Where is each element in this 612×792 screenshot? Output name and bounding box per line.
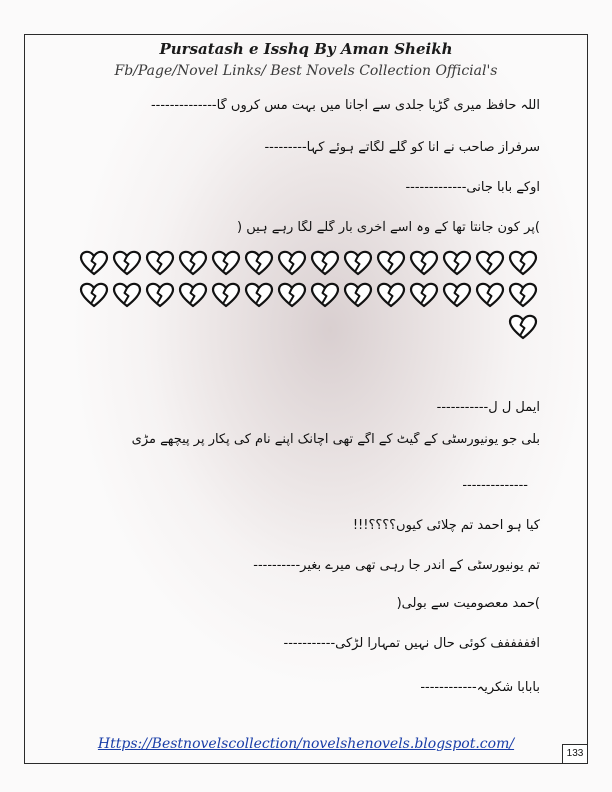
broken-heart-icon bbox=[343, 282, 373, 308]
broken-heart-icon bbox=[112, 282, 142, 308]
broken-heart-icon bbox=[310, 282, 340, 308]
broken-heart-icon bbox=[244, 282, 274, 308]
story-line: اوکے بابا جانی------------- bbox=[405, 180, 540, 195]
broken-heart-icon bbox=[475, 282, 505, 308]
story-line: سرفراز صاحب نے انا کو گلے لگاتے ہوئے کہا--------- bbox=[264, 140, 540, 155]
story-line: بلی جو یونیورسٹی کے گیٹ کے اگے تھی اچانک اپنے نام کی پکار پر پیچھے مڑی bbox=[131, 432, 540, 447]
broken-heart-icon bbox=[211, 250, 241, 276]
broken-heart-icon bbox=[442, 282, 472, 308]
broken-heart-icon bbox=[508, 314, 538, 340]
broken-heart-icon bbox=[178, 282, 208, 308]
story-line: کیا ہو احمد تم چلائی کیوں؟؟؟؟!!! bbox=[352, 518, 540, 533]
broken-heart-icon bbox=[244, 250, 274, 276]
broken-heart-icon bbox=[442, 250, 472, 276]
story-line: اللہ حافظ میری گڑیا جلدی سے آجانا میں بہت مس کروں گا-------------- bbox=[150, 98, 540, 113]
blog-link[interactable]: Https://Bestnovelscollection/novelshenovels.blogspot.com/ bbox=[97, 736, 515, 752]
broken-heart-icon bbox=[508, 250, 538, 276]
page-title: Pursatash e Isshq By Aman Sheikh bbox=[159, 40, 453, 58]
broken-heart-icon bbox=[343, 250, 373, 276]
hearts-row-1 bbox=[82, 250, 538, 276]
page-number: 133 bbox=[562, 744, 588, 764]
broken-heart-icon bbox=[277, 282, 307, 308]
broken-heart-icon bbox=[145, 282, 175, 308]
broken-heart-icon bbox=[79, 282, 109, 308]
story-line: تم یونیورسٹی کے اندر جا رہی تھی میرے بغیر---------- bbox=[253, 558, 540, 573]
broken-heart-icon bbox=[79, 250, 109, 276]
broken-heart-icon bbox=[409, 282, 439, 308]
hearts-row-3 bbox=[82, 314, 538, 340]
broken-heart-icon bbox=[211, 282, 241, 308]
broken-heart-icon bbox=[376, 250, 406, 276]
broken-heart-icon bbox=[277, 250, 307, 276]
broken-heart-icon bbox=[376, 282, 406, 308]
story-line: ایمل ل ل----------- bbox=[436, 400, 540, 415]
broken-heart-icon bbox=[145, 250, 175, 276]
broken-heart-icon bbox=[409, 250, 439, 276]
broken-heart-icon bbox=[508, 282, 538, 308]
broken-heart-icon bbox=[112, 250, 142, 276]
hearts-row-2 bbox=[82, 282, 538, 308]
story-line: )حمد معصومیت سے بولی( bbox=[396, 596, 540, 611]
story-line: )پر کون جانتا تھا کے وہ اسے آخری بار گلے لگا رہے ہیں ( bbox=[236, 220, 540, 235]
broken-heart-icon bbox=[178, 250, 208, 276]
broken-heart-icon bbox=[475, 250, 505, 276]
page-subtitle: Fb/Page/Novel Links/ Best Novels Collection Official's bbox=[114, 63, 498, 79]
broken-heart-icon bbox=[310, 250, 340, 276]
dash-divider: -------------- bbox=[462, 478, 528, 493]
story-line: افففففف کوئی حال نہیں تمہارا لڑکی----------- bbox=[283, 636, 540, 651]
story-line: بابابا شکریہ------------ bbox=[420, 680, 540, 695]
